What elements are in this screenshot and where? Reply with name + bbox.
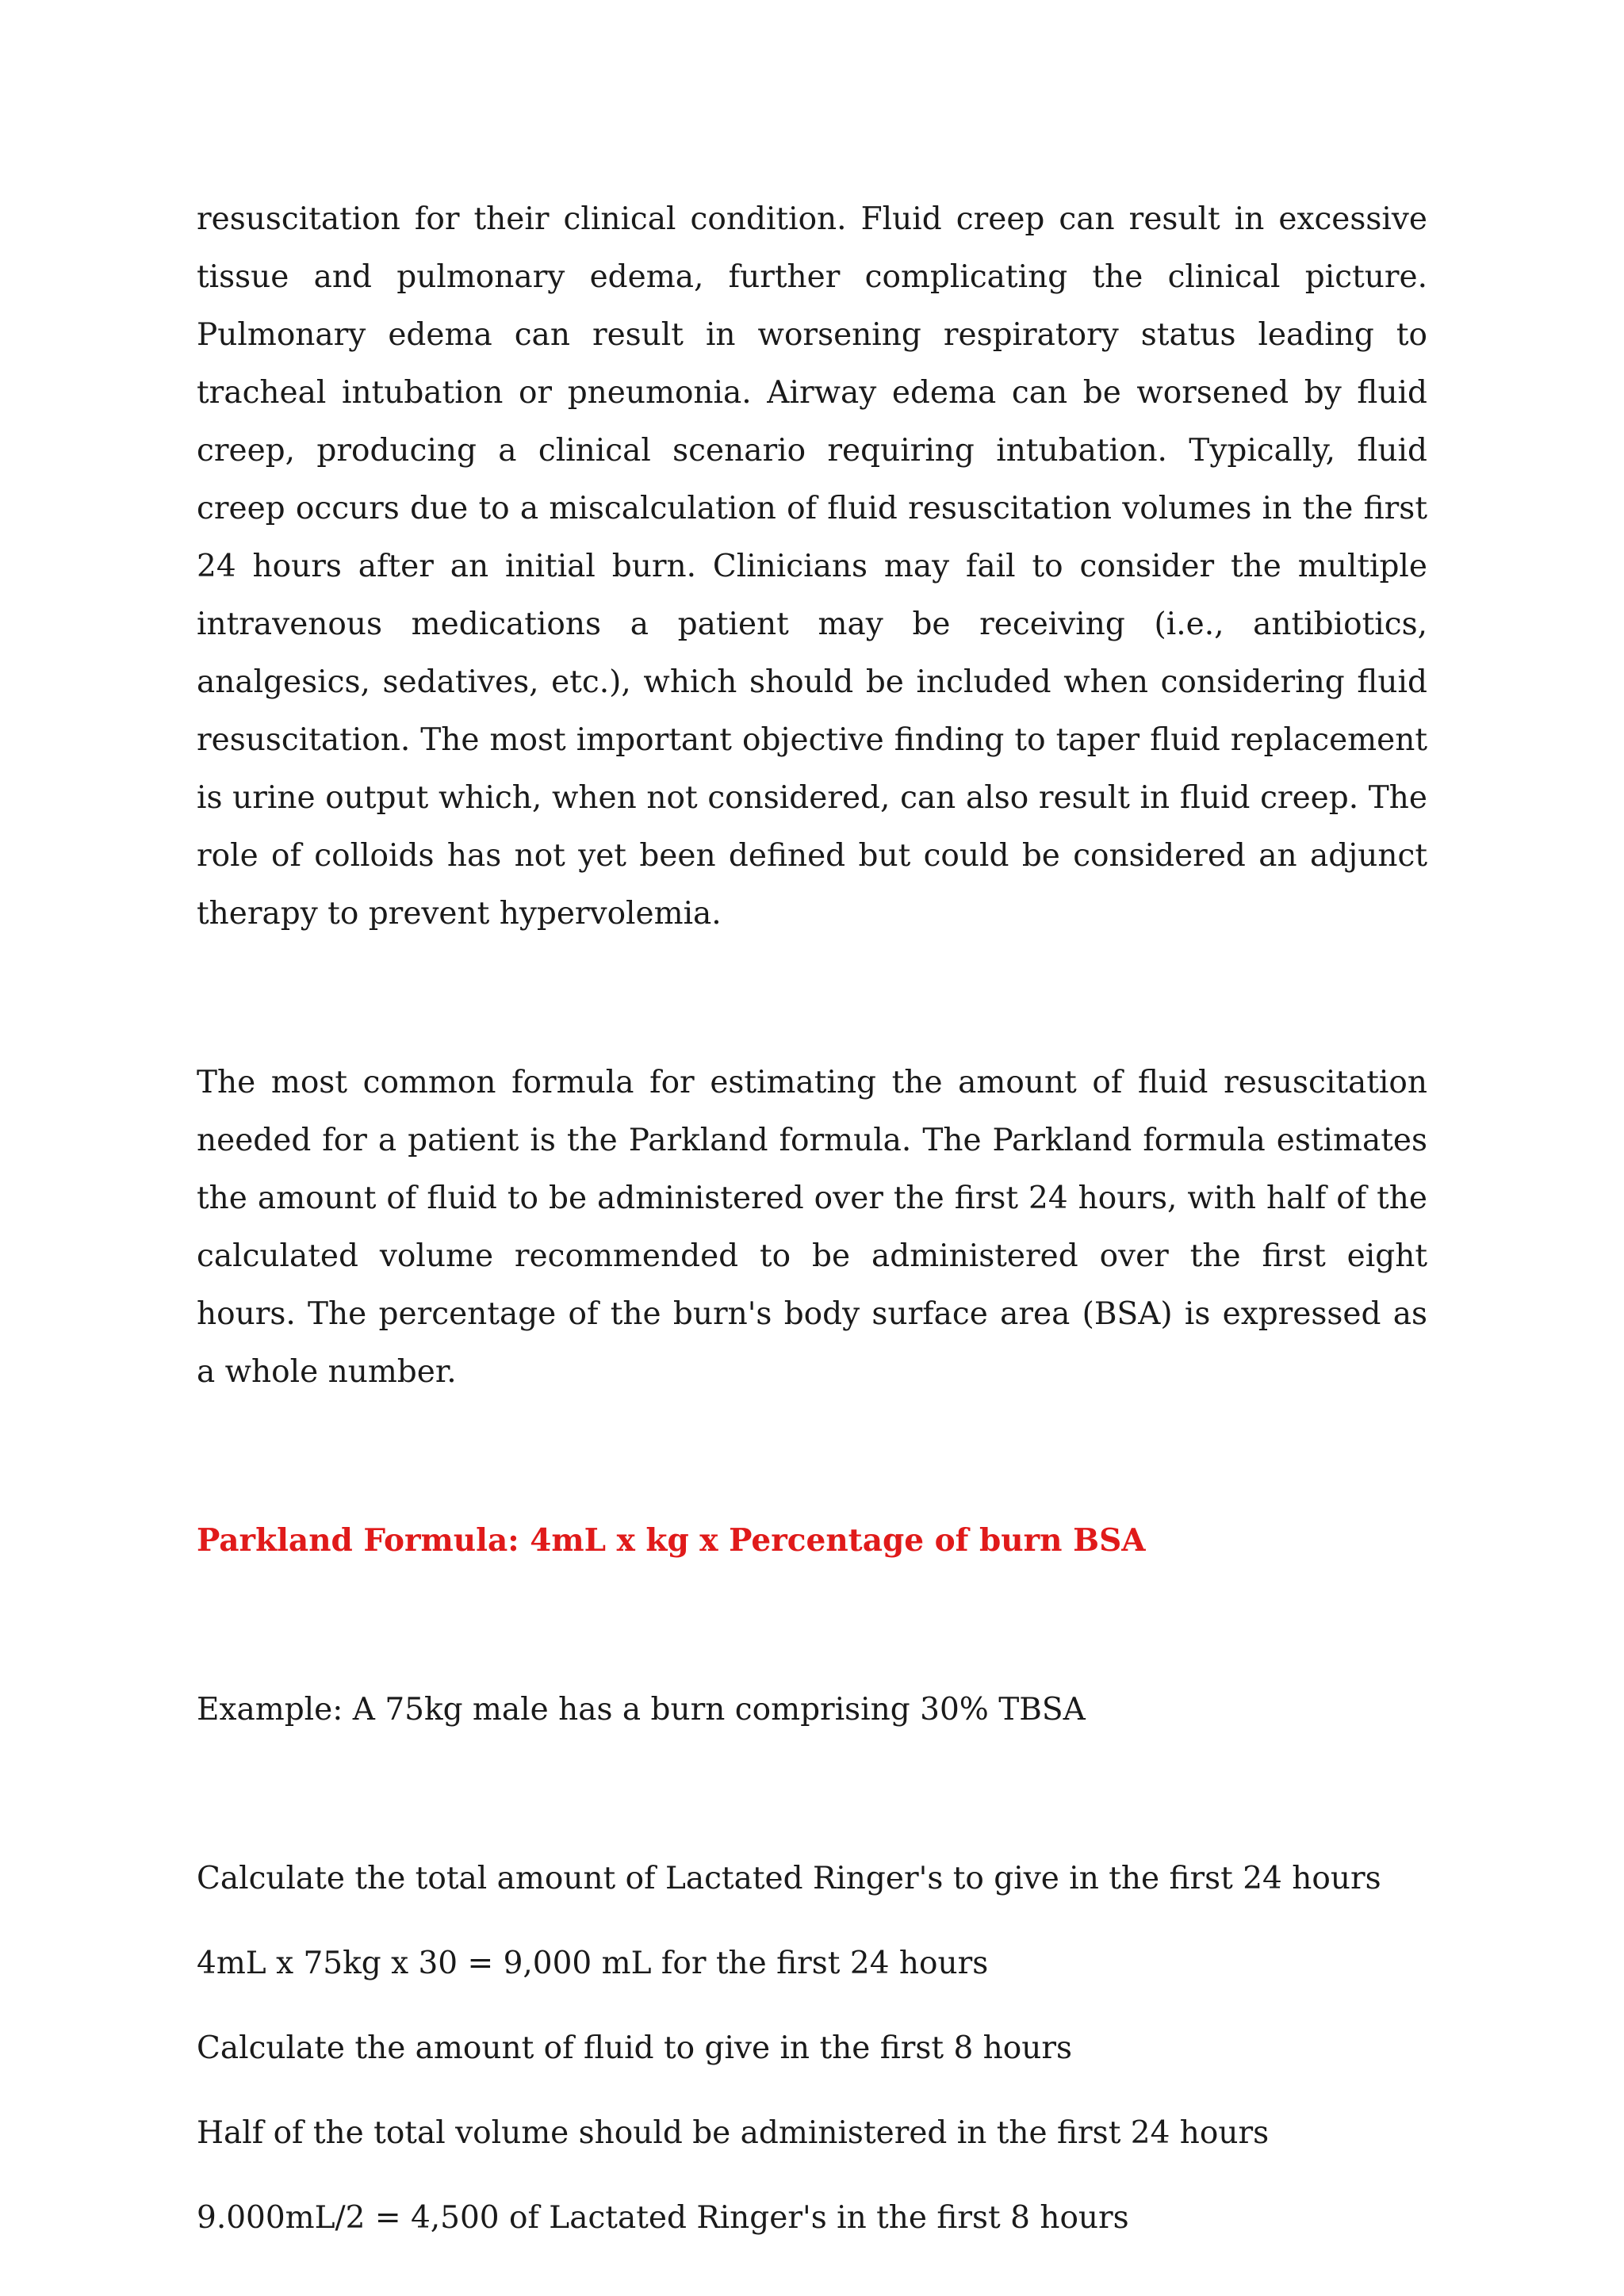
calculation-step: 4mL x 75kg x 30 = 9,000 mL for the first 24 hours (197, 1946, 989, 1981)
parkland-formula-heading: Parkland Formula: 4mL x kg x Percentage of burn BSA (197, 1522, 1146, 1559)
calculation-step: Half of the total volume should be administered in the first 24 hours (197, 2115, 1270, 2151)
paragraph-parkland-intro: The most common formula for estimating the amount of fluid resuscitation needed for a patient is the Parkland formula. The Parkland formula estimates the amount of fluid to be administered over the first 24 hours, with half of the calculated volume recommended to be administered over the first eight hours. The percentage of the burn's body surface area (BSA) is expressed as a whole number. (197, 1065, 1427, 1390)
example-statement: Example: A 75kg male has a burn comprising 30% TBSA (197, 1692, 1086, 1728)
document-body (197, 190, 1427, 2274)
calculation-steps (197, 1850, 1427, 2247)
calculation-step: Calculate the amount of fluid to give in the first 8 hours (197, 2030, 1073, 2066)
paragraph-fluid-creep: resuscitation for their clinical condition. Fluid creep can result in excessive tissue and pulmonary edema, further complicating the clinical picture. Pulmonary edema can result in worsening respiratory status leading to tracheal intubation or pneumonia. Airway edema can be worsened by fluid creep, producing a clinical scenario requiring intubation. Typically, fluid creep occurs due to a miscalculation of fluid resuscitation volumes in the first 24 hours after an initial burn. Clinicians may fail to consider the multiple intravenous medications a patient may be receiving (i.e., antibiotics, analgesics, sedatives, etc.), which should be included when considering fluid resuscitation. The most important objective finding to taper fluid replacement is urine output which, when not considered, can also result in fluid creep. The role of colloids has not yet been defined but could be considered an adjunct therapy to prevent hypervolemia. (197, 201, 1427, 932)
calculation-step: 9.000mL/2 = 4,500 of Lactated Ringer's in the first 8 hours (197, 2200, 1129, 2236)
calculation-step: Calculate the total amount of Lactated Ringer's to give in the first 24 hours (197, 1861, 1381, 1896)
